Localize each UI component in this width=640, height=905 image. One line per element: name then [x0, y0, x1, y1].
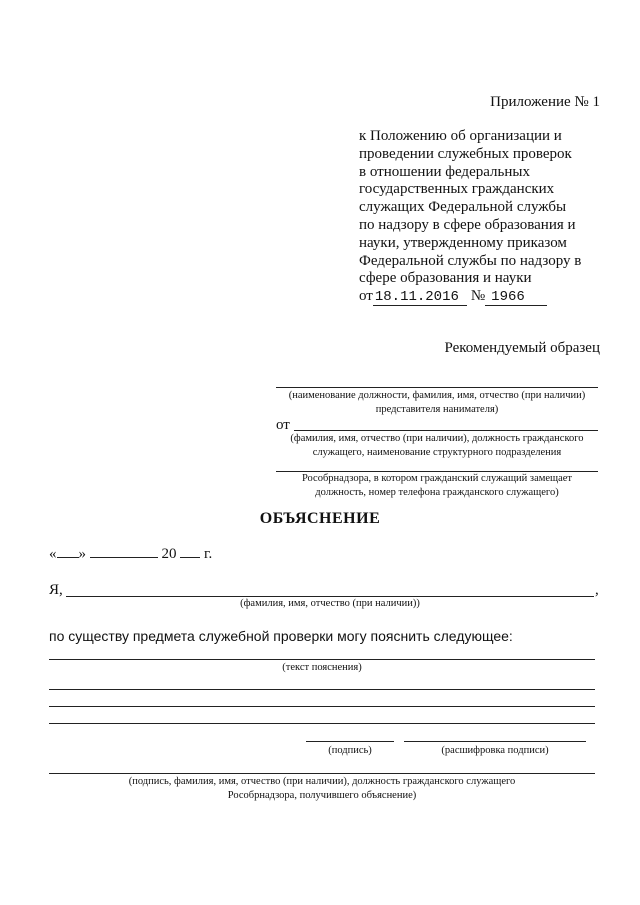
from-label: от — [276, 417, 290, 433]
date-year-prefix: 20 — [161, 546, 177, 562]
explanation-line-4 — [49, 723, 595, 724]
sample-label: Рекомендуемый образец — [444, 340, 600, 356]
appendix-text-line: проведении служебных проверок — [359, 145, 572, 162]
appendix-text-line: сфере образования и науки — [359, 270, 532, 287]
name-caption: (фамилия, имя, отчество (при наличии)) — [240, 598, 420, 609]
order-from-label: от — [359, 288, 373, 304]
appendix-text-line: по надзору в сфере образования и — [359, 216, 576, 233]
date-close-quote: » — [78, 546, 86, 562]
appendix-title: Приложение № 1 — [490, 94, 600, 110]
explanation-intro: по существу предмета служебной проверки могу пояснить следующее: — [49, 628, 513, 644]
explanation-caption: (текст пояснения) — [282, 662, 362, 673]
document-heading: ОБЪЯСНЕНИЕ — [259, 510, 381, 527]
date-month-blank — [90, 545, 158, 558]
addressee-caption-2: (фамилия, имя, отчество (при наличии), должность гражданского служащего, наименование структурного подразделения — [290, 433, 584, 458]
receiver-line — [49, 773, 595, 774]
order-number-label: № — [470, 288, 486, 304]
date-open-quote: « — [49, 546, 57, 562]
date-row — [49, 545, 212, 563]
appendix-text — [359, 128, 581, 288]
addressee-caption-1: (наименование должности, фамилия, имя, отчество (при наличии) представителя нанимателя) — [288, 390, 586, 415]
addressee-caption-3: Рособрнадзора, в котором гражданский служащий замещает должность, номер телефона гражданского служащего) — [301, 473, 573, 498]
date-year-suffix: г. — [204, 546, 213, 562]
date-day-blank — [57, 545, 79, 558]
explanation-line-3 — [49, 706, 595, 707]
explanation-line-2 — [49, 689, 595, 690]
appendix-text-line: в отношении федеральных — [359, 163, 530, 180]
signature-decode-caption: (расшифровка подписи) — [441, 745, 549, 756]
order-number: 1966 — [485, 290, 547, 306]
name-label: Я, — [49, 582, 63, 598]
appendix-text-line: к Положению об организации и — [359, 128, 562, 144]
explanation-line-1 — [49, 659, 595, 660]
appendix-text-line: служащих Федеральной службы — [359, 199, 567, 216]
signature-decode-line — [404, 741, 586, 742]
order-date: 18.11.2016 — [373, 290, 467, 306]
appendix-text-line: государственных гражданских — [359, 181, 555, 198]
appendix-text-line: науки, утвержденному приказом — [359, 234, 567, 251]
receiver-caption: (подпись, фамилия, имя, отчество (при наличии), должность гражданского служащего Рособрнадзора, получившего объяснение) — [128, 776, 516, 801]
order-line — [359, 288, 547, 306]
signature-line — [306, 741, 394, 742]
addressee-line-1 — [276, 387, 598, 388]
date-year-blank — [180, 545, 200, 558]
addressee-line-2 — [294, 430, 598, 431]
appendix-text-line: Федеральной службы по надзору в — [359, 252, 582, 269]
name-trailing-comma: , — [595, 582, 599, 598]
signature-caption: (подпись) — [328, 745, 372, 756]
